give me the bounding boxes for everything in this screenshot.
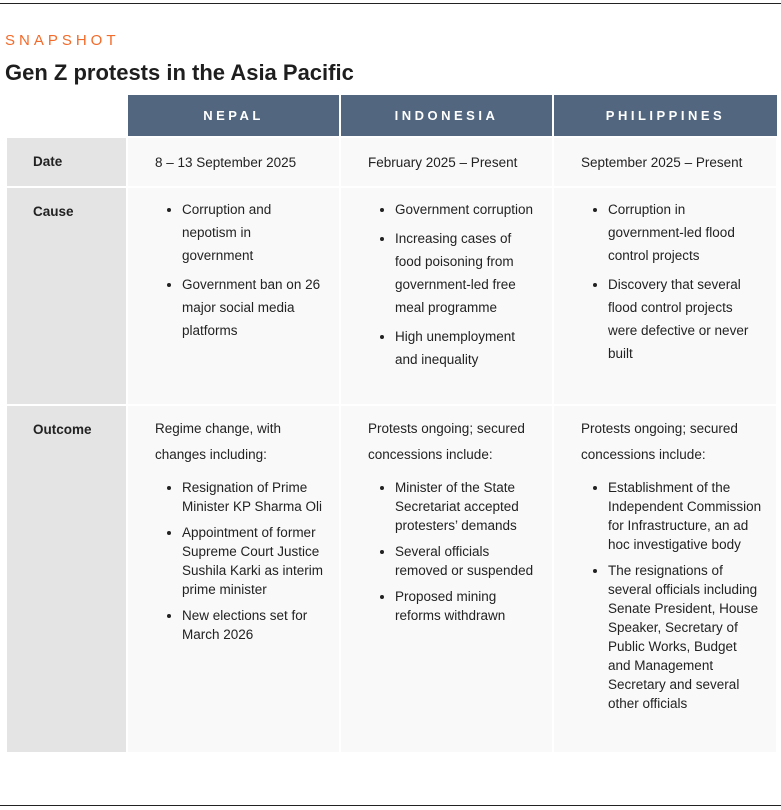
outcome-row: [6, 405, 777, 753]
nepal-causes: [155, 198, 325, 342]
list-item: • Corruption and nepotism in government: [182, 198, 325, 267]
cause-row: [6, 187, 777, 405]
list-item: • Proposed mining reforms withdrawn: [395, 587, 538, 625]
list-item: • Increasing cases of food poisoning from government-led free meal programme: [395, 227, 538, 319]
list-item: • Government ban on 26 major social media platforms: [182, 273, 325, 342]
header-indonesia: INDONESIA: [340, 95, 553, 137]
kicker: SNAPSHOT: [5, 32, 120, 49]
list-item: • The resignations of several officials including Senate President, House Speaker, Secretary of Public Works, Budget and Management Secretary and several other officials: [608, 561, 762, 713]
list-item: • Establishment of the Independent Commission for Infrastructure, an ad hoc investigative body: [608, 478, 762, 554]
bottom-rule: [0, 805, 781, 806]
page-title: Gen Z protests in the Asia Pacific: [5, 60, 354, 85]
list-item: • High unemployment and inequality: [395, 325, 538, 371]
header-philippines: PHILIPPINES: [553, 95, 777, 137]
philippines-causes: [581, 198, 762, 365]
row-label-cause: Cause: [6, 187, 127, 405]
nepal-outcomes: [155, 478, 325, 644]
nepal-outcome-intro: Regime change, with changes including:: [155, 421, 282, 462]
row-label-date: Date: [6, 137, 127, 187]
header-nepal: NEPAL: [127, 95, 340, 137]
list-item: • Corruption in government-led flood control projects: [608, 198, 762, 267]
comparison-table: [5, 95, 778, 754]
philippines-outcomes: [581, 478, 762, 713]
top-rule: [0, 3, 781, 4]
list-item: • New elections set for March 2026: [182, 606, 325, 644]
list-item: • Resignation of Prime Minister KP Sharma Oli: [182, 478, 325, 516]
list-item: • Appointment of former Supreme Court Justice Sushila Karki as interim prime minister: [182, 523, 325, 599]
philippines-outcome-intro: Protests ongoing; secured concessions include:: [581, 421, 738, 462]
list-item: • Several officials removed or suspended: [395, 542, 538, 580]
list-item: • Discovery that several flood control projects were defective or never built: [608, 273, 762, 365]
indonesia-outcomes: [368, 478, 538, 625]
philippines-date: September 2025 – Present: [553, 137, 777, 187]
indonesia-causes: [368, 198, 538, 371]
indonesia-date: February 2025 – Present: [340, 137, 553, 187]
date-row: [6, 137, 777, 187]
nepal-date: 8 – 13 September 2025: [127, 137, 340, 187]
row-label-outcome: Outcome: [6, 405, 127, 753]
list-item: • Minister of the State Secretariat accepted protesters’ demands: [395, 478, 538, 535]
header-row: [6, 95, 777, 137]
list-item: • Government corruption: [395, 198, 538, 221]
empty-header: [6, 95, 127, 137]
indonesia-outcome-intro: Protests ongoing; secured concessions include:: [368, 421, 525, 462]
